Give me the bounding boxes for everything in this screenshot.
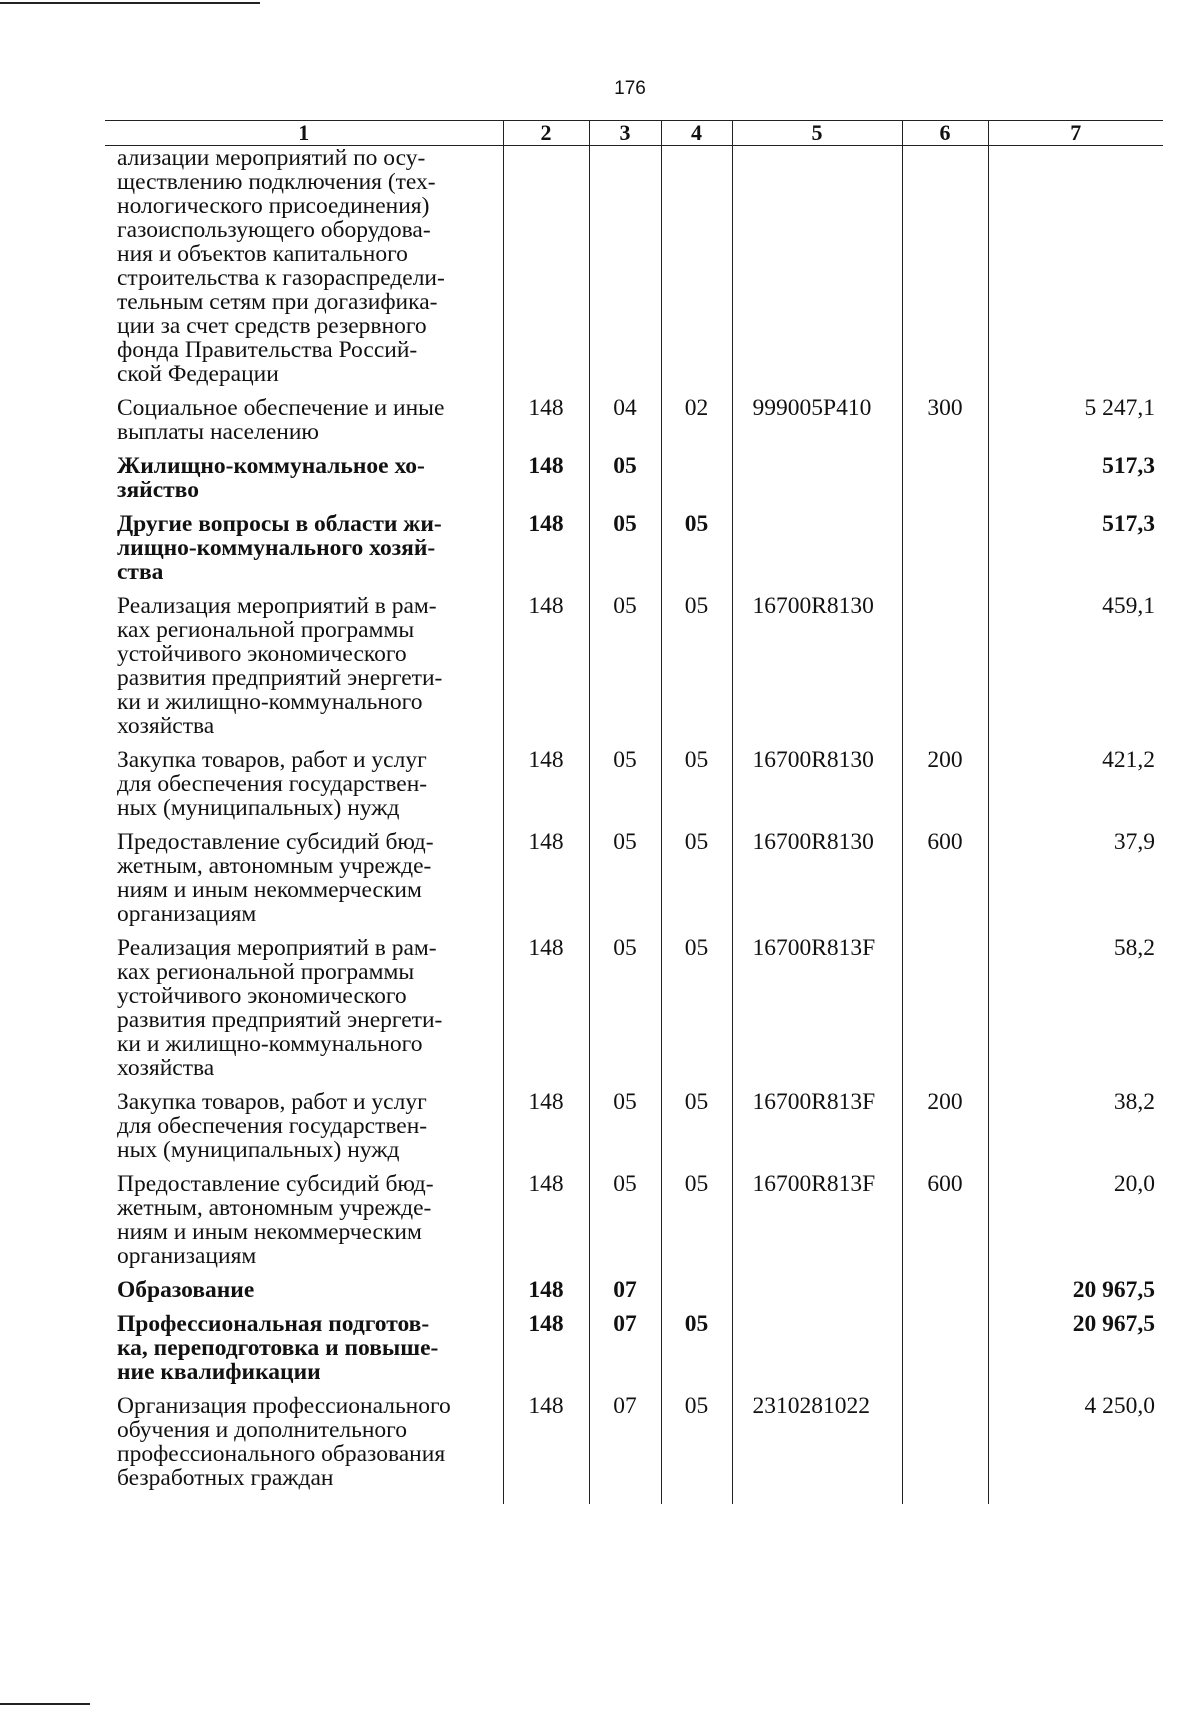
cell-subsection: 02 [661, 396, 732, 444]
item-name-line: ках региональной программы [117, 959, 415, 985]
cell-amount [988, 146, 1163, 387]
cell-ministry: 148 [503, 1090, 589, 1162]
item-name-line: Организация профессионального [117, 1393, 451, 1419]
item-name-line: обучения и дополнительного [117, 1417, 407, 1443]
cell-section: 05 [589, 1090, 661, 1162]
item-name-line: организациям [117, 901, 257, 927]
item-name-line: для обеспечения государствен- [117, 771, 428, 797]
item-name-line: Другие вопросы в области жи- [117, 511, 442, 537]
item-name-line: Закупка товаров, работ и услуг [117, 1089, 427, 1115]
cell-amount: 38,2 [988, 1090, 1163, 1162]
item-name-line: Образование [117, 1277, 255, 1303]
cell-item-name [105, 1278, 503, 1302]
item-name-line: ных (муниципальных) нужд [117, 1137, 400, 1163]
header-col-5: 5 [732, 121, 902, 146]
cell-section: 05 [589, 830, 661, 926]
cell-expense-type: 200 [902, 1090, 988, 1162]
cell-subsection: 05 [661, 830, 732, 926]
item-name-line: хозяйства [117, 713, 215, 739]
cell-subsection [661, 1278, 732, 1302]
cell-target-article: 16700R8130 [732, 594, 902, 738]
cell-expense-type [902, 146, 988, 387]
cell-subsection: 05 [661, 512, 732, 584]
item-name-line: Предоставление субсидий бюд- [117, 1171, 434, 1197]
cell-item-name [105, 594, 503, 738]
item-name-line: ства [117, 559, 164, 585]
cell-target-article: 16700R813F [732, 1172, 902, 1268]
header-col-7: 7 [988, 121, 1163, 146]
cell-section: 05 [589, 512, 661, 584]
item-name-line: нологического присоединения) [117, 193, 430, 219]
item-name-line: Предоставление субсидий бюд- [117, 829, 434, 855]
cell-section [589, 146, 661, 387]
cell-subsection: 05 [661, 594, 732, 738]
cell-target-article: 16700R813F [732, 1090, 902, 1162]
cell-amount: 4 250,0 [988, 1394, 1163, 1490]
cell-ministry: 148 [503, 594, 589, 738]
item-name-line: газоиспользующего оборудова- [117, 217, 431, 243]
cell-subsection [661, 454, 732, 502]
cell-expense-type [902, 512, 988, 584]
item-name-line: развития предприятий энергети- [117, 1007, 443, 1033]
cell-ministry: 148 [503, 396, 589, 444]
item-name-line: ской Федерации [117, 361, 279, 387]
cell-amount: 421,2 [988, 748, 1163, 820]
page-number: 176 [614, 78, 646, 99]
item-name-line: Профессиональная подготов- [117, 1311, 430, 1337]
table-row [105, 1278, 1163, 1302]
cell-subsection: 05 [661, 1172, 732, 1268]
item-name-line: фонда Правительства Россий- [117, 337, 418, 363]
cell-amount: 37,9 [988, 830, 1163, 926]
cell-amount: 5 247,1 [988, 396, 1163, 444]
cell-subsection: 05 [661, 936, 732, 1080]
cell-expense-type [902, 594, 988, 738]
table-row [105, 830, 1163, 926]
item-name-line: ных (муниципальных) нужд [117, 795, 400, 821]
cell-ministry: 148 [503, 1172, 589, 1268]
table-row [105, 594, 1163, 738]
cell-expense-type [902, 936, 988, 1080]
cell-expense-type [902, 1278, 988, 1302]
cell-target-article: 16700R8130 [732, 830, 902, 926]
cell-amount: 517,3 [988, 454, 1163, 502]
header-col-4: 4 [661, 121, 732, 146]
item-name-line: выплаты населению [117, 419, 319, 445]
top-edge-rule [0, 2, 260, 4]
cell-ministry: 148 [503, 512, 589, 584]
item-name-line: ка, переподготовка и повыше- [117, 1335, 439, 1361]
cell-amount: 20 967,5 [988, 1278, 1163, 1302]
table-row [105, 146, 1163, 387]
header-col-6: 6 [902, 121, 988, 146]
item-name-line: строительства к газораспредели- [117, 265, 445, 291]
table-row [105, 748, 1163, 820]
item-name-line: Реализация мероприятий в рам- [117, 593, 437, 619]
cell-amount: 459,1 [988, 594, 1163, 738]
cell-target-article: 16700R8130 [732, 748, 902, 820]
item-name-line: жетным, автономным учрежде- [117, 1195, 432, 1221]
cell-subsection: 05 [661, 1090, 732, 1162]
cell-ministry: 148 [503, 1278, 589, 1302]
item-name-line: Реализация мероприятий в рам- [117, 935, 437, 961]
item-name-line: Закупка товаров, работ и услуг [117, 747, 427, 773]
cell-ministry [503, 146, 589, 387]
item-name-line: зяйство [117, 477, 199, 503]
item-name-line: ции за счет средств резервного [117, 313, 427, 339]
cell-section: 05 [589, 936, 661, 1080]
cell-expense-type: 300 [902, 396, 988, 444]
table-row [105, 1090, 1163, 1162]
table-body [105, 146, 1163, 1505]
cell-section: 07 [589, 1312, 661, 1384]
cell-target-article [732, 1278, 902, 1302]
row-tail [105, 1490, 1163, 1504]
item-name-line: ки и жилищно-коммунального [117, 1031, 423, 1057]
cell-item-name [105, 512, 503, 584]
cell-expense-type [902, 454, 988, 502]
cell-item-name [105, 1394, 503, 1490]
cell-subsection [661, 146, 732, 387]
cell-amount: 20 967,5 [988, 1312, 1163, 1384]
cell-expense-type: 200 [902, 748, 988, 820]
table-row [105, 512, 1163, 584]
table-row [105, 396, 1163, 444]
cell-target-article [732, 454, 902, 502]
item-name-line: организациям [117, 1243, 257, 1269]
budget-table [105, 120, 1163, 1504]
table-row [105, 1172, 1163, 1268]
cell-subsection: 05 [661, 1394, 732, 1490]
cell-subsection: 05 [661, 1312, 732, 1384]
table-row [105, 1394, 1163, 1490]
item-name-line: лищно-коммунального хозяй- [117, 535, 436, 561]
item-name-line: тельным сетям при догазифика- [117, 289, 438, 315]
cell-target-article [732, 146, 902, 387]
cell-item-name [105, 1090, 503, 1162]
cell-section: 07 [589, 1394, 661, 1490]
cell-section: 04 [589, 396, 661, 444]
cell-expense-type: 600 [902, 830, 988, 926]
cell-ministry: 148 [503, 830, 589, 926]
header-row [105, 121, 1163, 146]
cell-section: 05 [589, 454, 661, 502]
cell-item-name [105, 146, 503, 387]
item-name-line: ки и жилищно-коммунального [117, 689, 423, 715]
cell-target-article: 16700R813F [732, 936, 902, 1080]
cell-amount: 58,2 [988, 936, 1163, 1080]
cell-target-article [732, 512, 902, 584]
cell-ministry: 148 [503, 454, 589, 502]
item-name-line: ния и объектов капитального [117, 241, 408, 267]
table-row [105, 1312, 1163, 1384]
item-name-line: безработных граждан [117, 1465, 334, 1491]
cell-subsection: 05 [661, 748, 732, 820]
header-col-3: 3 [589, 121, 661, 146]
item-name-line: ках региональной программы [117, 617, 415, 643]
item-name-line: жетным, автономным учрежде- [117, 853, 432, 879]
cell-item-name [105, 748, 503, 820]
cell-item-name [105, 454, 503, 502]
cell-item-name [105, 1172, 503, 1268]
item-name-line: профессионального образования [117, 1441, 446, 1467]
table-row [105, 454, 1163, 502]
cell-expense-type: 600 [902, 1172, 988, 1268]
item-name-line: ниям и иным некоммерческим [117, 1219, 422, 1245]
cell-ministry: 148 [503, 1312, 589, 1384]
cell-target-article [732, 1312, 902, 1384]
item-name-line: ние квалификации [117, 1359, 321, 1385]
cell-amount: 517,3 [988, 512, 1163, 584]
item-name-line: ществлению подключения (тех- [117, 169, 436, 195]
cell-target-article: 999005Р410 [732, 396, 902, 444]
cell-section: 07 [589, 1278, 661, 1302]
cell-ministry: 148 [503, 748, 589, 820]
item-name-line: устойчивого экономического [117, 641, 407, 667]
cell-ministry: 148 [503, 936, 589, 1080]
cell-item-name [105, 396, 503, 444]
item-name-line: устойчивого экономического [117, 983, 407, 1009]
item-name-line: для обеспечения государствен- [117, 1113, 428, 1139]
cell-target-article: 2310281022 [732, 1394, 902, 1490]
cell-section: 05 [589, 1172, 661, 1268]
item-name-line: Жилищно-коммунальное хо- [117, 453, 425, 479]
header-col-2: 2 [503, 121, 589, 146]
item-name-line: хозяйства [117, 1055, 215, 1081]
item-name-line: ализации мероприятий по осу- [117, 145, 426, 171]
cell-expense-type [902, 1312, 988, 1384]
item-name-line: ниям и иным некоммерческим [117, 877, 422, 903]
cell-ministry: 148 [503, 1394, 589, 1490]
table-row [105, 936, 1163, 1080]
cell-item-name [105, 936, 503, 1080]
item-name-line: Социальное обеспечение и иные [117, 395, 445, 421]
cell-expense-type [902, 1394, 988, 1490]
cell-item-name [105, 1312, 503, 1384]
bottom-edge-rule [0, 1703, 90, 1705]
item-name-line: развития предприятий энергети- [117, 665, 443, 691]
cell-amount: 20,0 [988, 1172, 1163, 1268]
header-col-1: 1 [105, 121, 503, 146]
cell-item-name [105, 830, 503, 926]
cell-section: 05 [589, 594, 661, 738]
cell-section: 05 [589, 748, 661, 820]
